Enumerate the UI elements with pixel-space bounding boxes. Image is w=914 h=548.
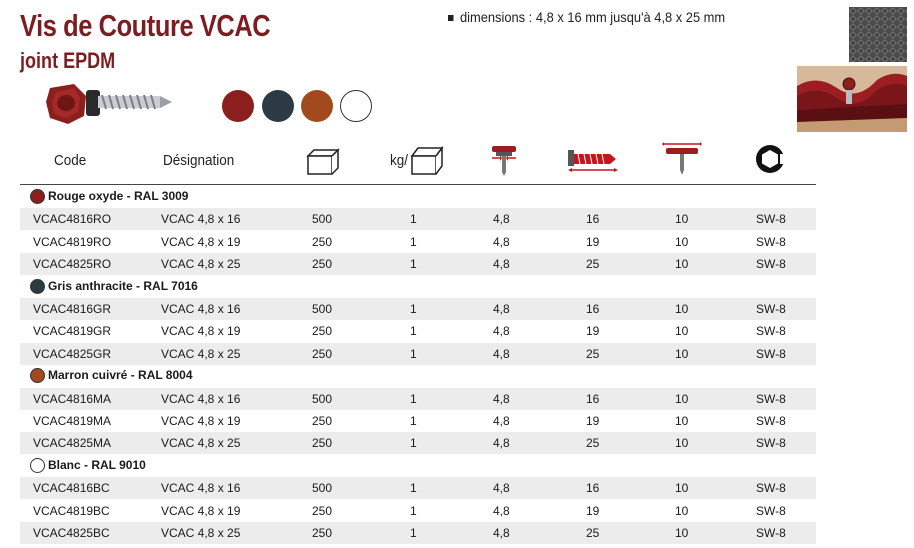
- washer-cell: 10: [675, 481, 689, 496]
- box-quantity-cell: 500: [312, 302, 333, 316]
- box-icon: [306, 146, 340, 176]
- designation-cell: VCAC 4,8 x 19: [161, 324, 241, 339]
- box-quantity-cell: 250: [312, 414, 333, 428]
- dimensions-note: [448, 9, 725, 25]
- group-label: Gris anthracite - RAL 7016: [48, 278, 198, 293]
- swatch-copper-brown: [301, 90, 333, 122]
- texture-sample-image: [849, 7, 907, 62]
- diameter-cell: 4,8: [493, 324, 510, 339]
- table-row: [20, 298, 816, 320]
- key-size-cell: SW-8: [756, 212, 786, 227]
- designation-cell: VCAC 4,8 x 16: [161, 302, 241, 316]
- column-header-kg: kg/: [390, 152, 409, 169]
- group-header-row: [20, 276, 816, 298]
- washer-cell: 10: [675, 234, 689, 249]
- length-cell: 16: [586, 391, 600, 406]
- table-row: [20, 500, 816, 522]
- code-cell: VCAC4825RO: [33, 257, 112, 272]
- table-row: [20, 320, 816, 342]
- weight-cell: 1: [410, 503, 417, 518]
- key-size-cell: SW-8: [756, 324, 786, 339]
- key-size-cell: SW-8: [756, 391, 786, 406]
- swatch-white: [340, 90, 372, 122]
- code-cell: VCAC4816RO: [33, 212, 112, 227]
- dimensions-text: dimensions : 4,8 x 16 mm jusqu'à 4,8 x 25 mm: [459, 9, 726, 25]
- key-size-cell: SW-8: [756, 257, 786, 272]
- washer-cell: 10: [675, 391, 689, 406]
- group-color-dot: [30, 189, 45, 204]
- weight-cell: 1: [410, 414, 417, 428]
- box-quantity-cell: 500: [312, 481, 333, 496]
- diameter-cell: 4,8: [493, 481, 510, 496]
- code-cell: VCAC4819BC: [33, 503, 110, 518]
- table-row: [20, 432, 816, 454]
- length-cell: 19: [586, 324, 600, 339]
- page-subtitle: joint EPDM: [20, 48, 116, 73]
- screw-diameter-icon: [488, 142, 520, 176]
- key-size-cell: SW-8: [756, 414, 786, 428]
- weight-cell: 1: [410, 346, 417, 361]
- washer-cell: 10: [675, 414, 689, 428]
- washer-cell: 10: [675, 257, 689, 272]
- key-size-cell: SW-8: [756, 481, 786, 496]
- washer-cell: 10: [675, 503, 689, 518]
- diameter-cell: 4,8: [493, 503, 510, 518]
- designation-cell: VCAC 4,8 x 25: [161, 346, 241, 361]
- table-row: [20, 388, 816, 410]
- box-quantity-cell: 250: [312, 324, 333, 339]
- code-cell: VCAC4819GR: [33, 324, 112, 339]
- diameter-cell: 4,8: [493, 414, 510, 428]
- designation-cell: VCAC 4,8 x 19: [161, 503, 241, 518]
- designation-cell: VCAC 4,8 x 16: [161, 481, 241, 496]
- weight-box-icon: [410, 144, 444, 176]
- key-size-cell: SW-8: [756, 234, 786, 249]
- table-row: [20, 522, 816, 544]
- table-row: [20, 410, 816, 432]
- group-header-row: [20, 365, 816, 387]
- group-header-row: [20, 455, 816, 477]
- box-quantity-cell: 250: [312, 346, 333, 361]
- group-label: Marron cuivré - RAL 8004: [48, 368, 193, 383]
- washer-diameter-icon: [662, 140, 702, 176]
- box-quantity-cell: 250: [312, 436, 333, 451]
- group-header-row: [20, 186, 816, 208]
- washer-cell: 10: [675, 436, 689, 451]
- diameter-cell: 4,8: [493, 257, 510, 272]
- group-color-dot: [30, 458, 45, 473]
- table-header-divider: [20, 184, 816, 185]
- washer-cell: 10: [675, 212, 689, 227]
- diameter-cell: 4,8: [493, 234, 510, 249]
- weight-cell: 1: [410, 234, 417, 249]
- length-cell: 16: [586, 481, 600, 496]
- box-quantity-cell: 250: [312, 503, 333, 518]
- washer-cell: 10: [675, 324, 689, 339]
- weight-cell: 1: [410, 526, 417, 540]
- weight-cell: 1: [410, 481, 417, 496]
- group-label: Rouge oxyde - RAL 3009: [48, 189, 189, 203]
- code-cell: VCAC4825BC: [33, 526, 110, 540]
- length-cell: 16: [586, 212, 600, 227]
- diameter-cell: 4,8: [493, 212, 510, 227]
- length-cell: 25: [586, 346, 600, 361]
- table-row: [20, 343, 816, 365]
- designation-cell: VCAC 4,8 x 19: [161, 234, 241, 249]
- code-cell: VCAC4819RO: [33, 234, 112, 249]
- designation-cell: VCAC 4,8 x 19: [161, 414, 241, 428]
- code-cell: VCAC4819MA: [33, 414, 112, 428]
- code-cell: VCAC4816BC: [33, 481, 110, 496]
- key-size-cell: SW-8: [756, 346, 786, 361]
- roof-application-image: [797, 66, 907, 132]
- diameter-cell: 4,8: [493, 302, 510, 316]
- key-size-cell: SW-8: [756, 526, 786, 540]
- column-header-designation: Désignation: [163, 152, 235, 169]
- designation-cell: VCAC 4,8 x 25: [161, 436, 241, 451]
- weight-cell: 1: [410, 212, 417, 227]
- key-size-cell: SW-8: [756, 302, 786, 316]
- length-cell: 16: [586, 302, 600, 316]
- designation-cell: VCAC 4,8 x 16: [161, 212, 241, 227]
- screw-length-icon: [566, 146, 618, 174]
- weight-cell: 1: [410, 436, 417, 451]
- code-cell: VCAC4816GR: [33, 302, 112, 316]
- table-row: [20, 208, 816, 230]
- length-cell: 19: [586, 234, 600, 249]
- page-title: Vis de Couture VCAC: [20, 8, 271, 43]
- washer-cell: 10: [675, 526, 689, 540]
- washer-cell: 10: [675, 346, 689, 361]
- designation-cell: VCAC 4,8 x 16: [161, 391, 241, 406]
- diameter-cell: 4,8: [493, 346, 510, 361]
- box-quantity-cell: 250: [312, 234, 333, 249]
- group-label: Blanc - RAL 9010: [48, 457, 146, 472]
- length-cell: 25: [586, 526, 600, 540]
- group-color-dot: [30, 279, 45, 294]
- key-size-cell: SW-8: [756, 436, 786, 451]
- screw-image: [44, 82, 174, 126]
- table-row: [20, 231, 816, 253]
- box-quantity-cell: 500: [312, 212, 333, 227]
- diameter-cell: 4,8: [493, 391, 510, 406]
- length-cell: 25: [586, 257, 600, 272]
- weight-cell: 1: [410, 257, 417, 272]
- washer-cell: 10: [675, 302, 689, 316]
- hex-key-icon: [754, 142, 790, 176]
- box-quantity-cell: 250: [312, 257, 333, 272]
- table-row: [20, 477, 816, 499]
- box-quantity-cell: 250: [312, 526, 333, 540]
- weight-cell: 1: [410, 391, 417, 406]
- bullet-icon: [448, 15, 454, 21]
- length-cell: 19: [586, 503, 600, 518]
- length-cell: 19: [586, 414, 600, 428]
- length-cell: 25: [586, 436, 600, 451]
- diameter-cell: 4,8: [493, 526, 510, 540]
- column-header-code: Code: [54, 152, 87, 169]
- weight-cell: 1: [410, 324, 417, 339]
- designation-cell: VCAC 4,8 x 25: [161, 257, 241, 272]
- diameter-cell: 4,8: [493, 436, 510, 451]
- table-row: [20, 253, 816, 275]
- box-quantity-cell: 500: [312, 391, 333, 406]
- swatch-red-oxide: [222, 90, 254, 122]
- weight-cell: 1: [410, 302, 417, 316]
- code-cell: VCAC4825GR: [33, 346, 112, 361]
- key-size-cell: SW-8: [756, 503, 786, 518]
- designation-cell: VCAC 4,8 x 25: [161, 526, 241, 540]
- code-cell: VCAC4816MA: [33, 391, 112, 406]
- group-color-dot: [30, 368, 45, 383]
- swatch-anthracite: [262, 90, 294, 122]
- code-cell: VCAC4825MA: [33, 436, 112, 451]
